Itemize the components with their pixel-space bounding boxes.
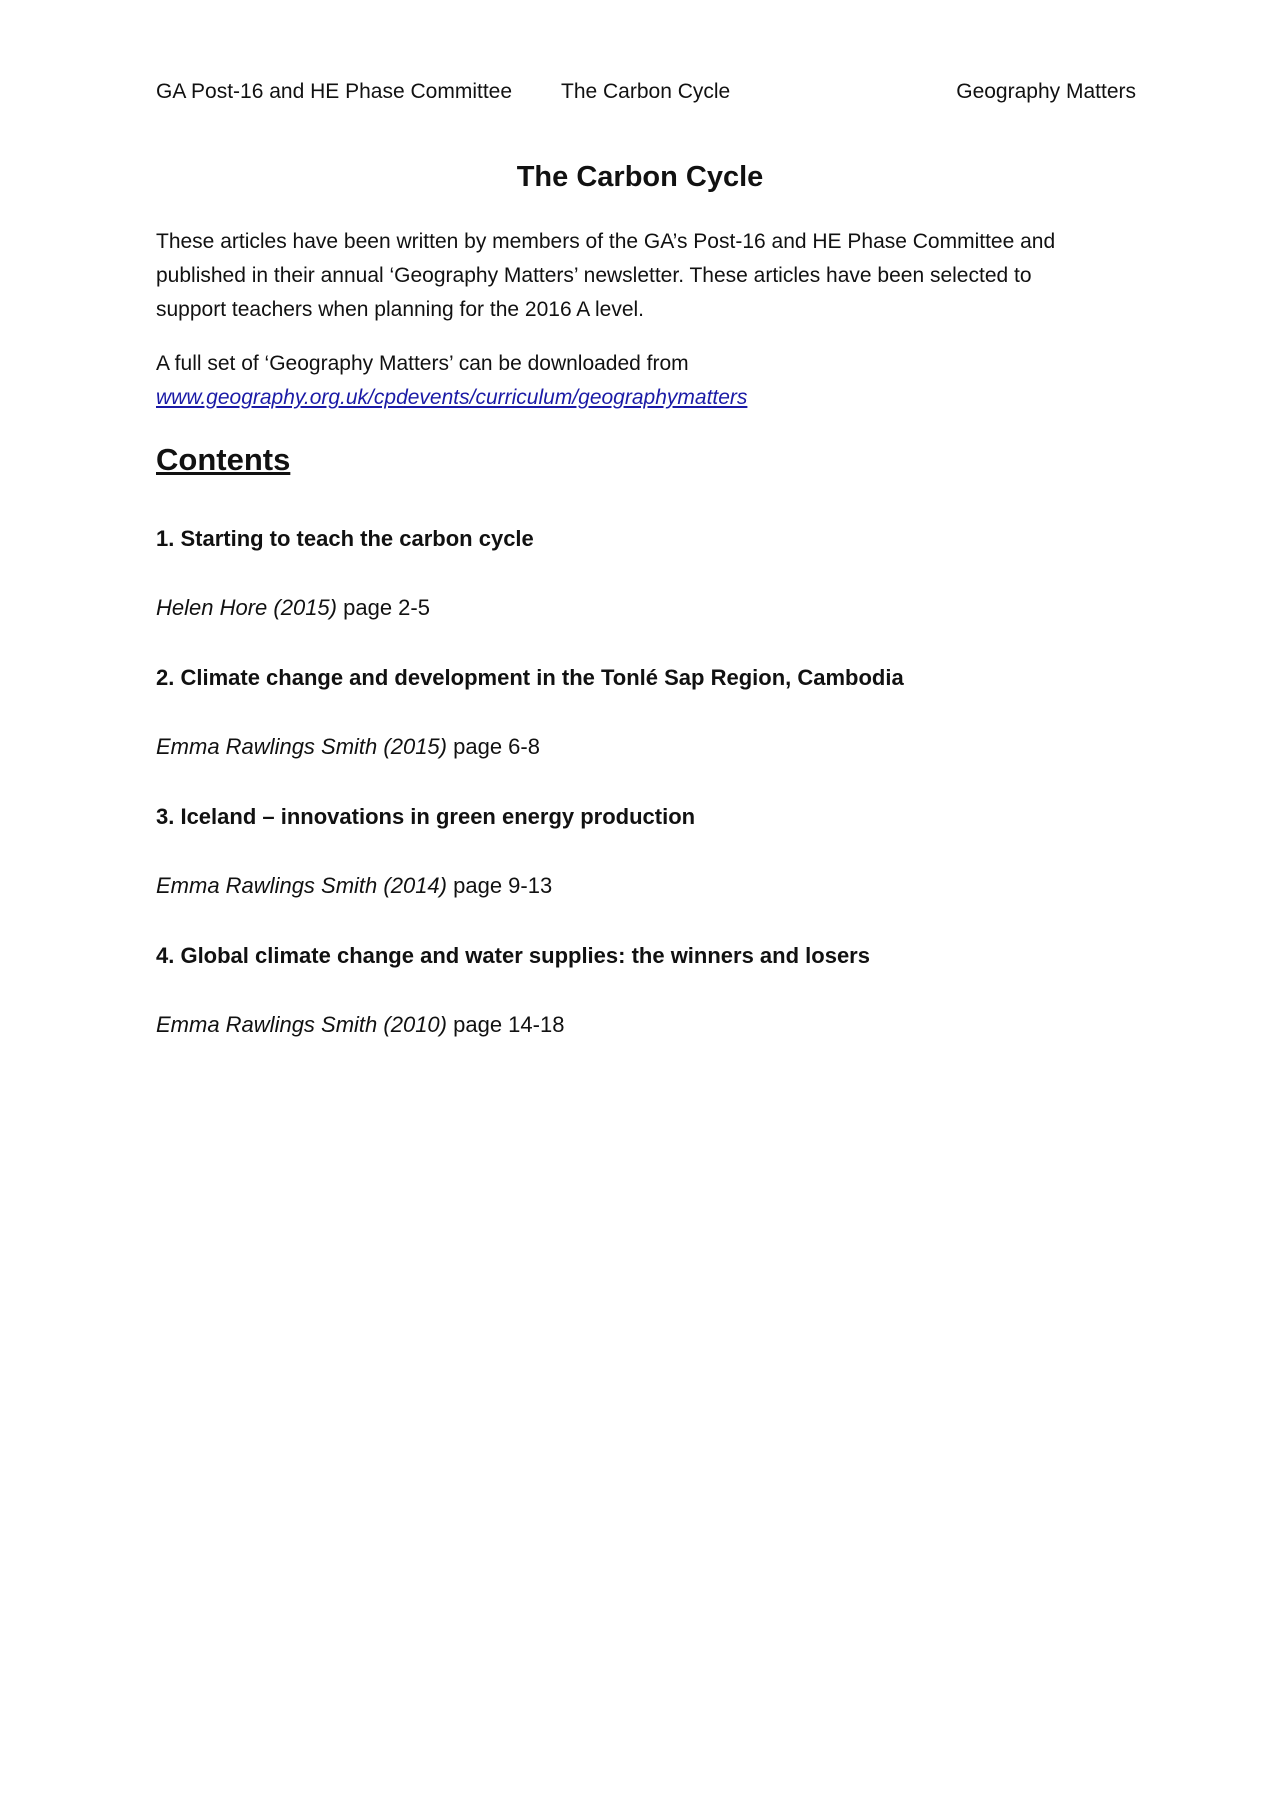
article-title: 4. Global climate change and water supplies: the winners and losers [156, 943, 870, 968]
article-author: Emma Rawlings Smith (2010) [156, 1012, 447, 1037]
contents-item [156, 802, 1156, 941]
article-pages: page 6-8 [453, 734, 540, 759]
intro-paragraph: These articles have been written by members of the GA’s Post-16 and HE Phase Committee and published in their annual ‘Geography Matters’ newsletter. These articles have been selected to support teachers when planning for the 2016 A level. [156, 230, 1056, 321]
article-meta [156, 593, 1156, 623]
header-topic: The Carbon Cycle [561, 80, 731, 103]
download-paragraph [156, 347, 1106, 415]
article-author: Helen Hore (2015) [156, 595, 337, 620]
contents-list [156, 524, 1156, 1080]
contents-item [156, 663, 1156, 802]
header-publication: Geography Matters [956, 80, 1136, 103]
article-pages: page 2-5 [343, 595, 430, 620]
article-pages: page 14-18 [453, 1012, 565, 1037]
article-title: 2. Climate change and development in the Tonlé Sap Region, Cambodia [156, 665, 904, 690]
article-title: 3. Iceland – innovations in green energy production [156, 804, 696, 829]
download-link[interactable]: www.geography.org.uk/cpdevents/curriculum/geographymatters [156, 386, 748, 409]
contents-item [156, 941, 1156, 1080]
article-meta [156, 732, 1156, 762]
header-committee: GA Post-16 and HE Phase Committee [156, 80, 513, 103]
article-meta [156, 1010, 1156, 1040]
article-author: Emma Rawlings Smith (2015) [156, 734, 447, 759]
article-author: Emma Rawlings Smith (2014) [156, 873, 447, 898]
contents-item [156, 524, 1156, 663]
page-title: The Carbon Cycle [516, 161, 764, 193]
contents-heading: Contents [156, 442, 291, 477]
article-pages: page 9-13 [453, 873, 553, 898]
running-header [156, 78, 1136, 106]
download-text: A full set of ‘Geography Matters’ can be downloaded from [156, 352, 689, 375]
article-meta [156, 871, 1156, 901]
article-title: 1. Starting to teach the carbon cycle [156, 526, 534, 551]
